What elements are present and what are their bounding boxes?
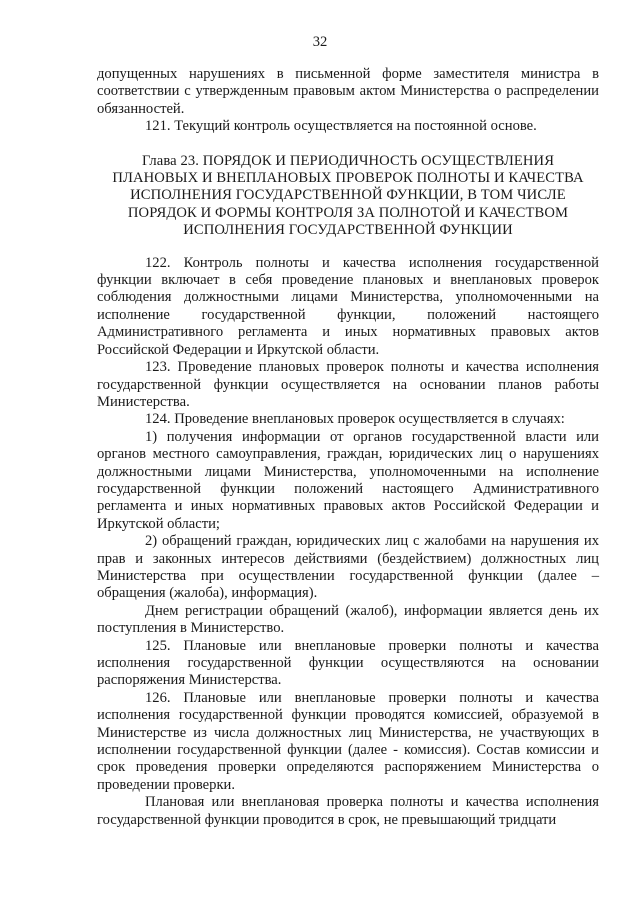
paragraph-124-item-2: 2) обращений граждан, юридических лиц с жалобами на нарушения их прав и законных интересов действиями (бездействием) должностных лиц Министерства при осуществлении государственной функции (далее – обращения (жалоба), информация). [97,533,599,602]
paragraph-126: 126. Плановые или внеплановые проверки полноты и качества исполнения государственной функции проводятся комиссией, образуемой в Министерстве из числа должностных лиц Министерства, не участвующих в исполнении государственной функции (далее - комиссия). Состав комиссии и срок проведения проверки определяются распоряжением Министерства о проведении проверки. [97,689,599,793]
chapter-heading-line: ПОРЯДОК И ФОРМЫ КОНТРОЛЯ ЗА ПОЛНОТОЙ И КАЧЕСТВОМ [127,204,569,221]
paragraph-121: 121. Текущий контроль осуществляется на постоянной основе. [145,118,537,135]
chapter-heading [97,153,599,240]
paragraph-122: 122. Контроль полноты и качества исполнения государственной функции включает в себя проведение плановых и внеплановых проверок соблюдения должностными лицами Министерства, уполномоченными на исполнение государственной функции, положений настоящего Административного регламента и иных нормативных правовых актов Российской Федерации и Иркутской области. [97,254,599,358]
chapter-heading-line: ПЛАНОВЫХ И ВНЕПЛАНОВЫХ ПРОВЕРОК ПОЛНОТЫ И КАЧЕСТВА [112,170,584,187]
page-content [97,66,599,829]
paragraph-124: 124. Проведение внеплановых проверок осуществляется в случаях: [145,411,565,428]
paragraph-registration-day: Днем регистрации обращений (жалоб), информации является день их поступления в Министерство. [97,602,599,637]
paragraph-124-item-1: 1) получения информации от органов государственной власти или органов местного самоуправления, граждан, юридических лиц о нарушениях должностными лицами Министерства, уполномоченными на исполнение государственной функции положений настоящего Административного регламента и иных нормативных правовых актов Российской Федерации и Иркутской области; [97,428,599,532]
page-number: 32 [312,34,328,50]
paragraph-123: 123. Проведение плановых проверок полноты и качества исполнения государственной функции осуществляется на основании планов работы Министерства. [97,359,599,410]
paragraph-inspection-term: Плановая или внеплановая проверка полноты и качества исполнения государственной функции проводится в срок, не превышающий тридцати [97,794,599,828]
paragraph-continuation: допущенных нарушениях в письменной форме заместителя министра в соответствии с утвержденным правовым актом Министерства о распределении обязанностей. [97,66,599,117]
paragraph-125: 125. Плановые или внеплановые проверки полноты и качества исполнения государственной функции осуществляются на основании распоряжения Министерства. [97,637,599,689]
chapter-heading-line: Глава 23. ПОРЯДОК И ПЕРИОДИЧНОСТЬ ОСУЩЕСТВЛЕНИЯ [141,152,555,169]
chapter-heading-line: ИСПОЛНЕНИЯ ГОСУДАРСТВЕННОЙ ФУНКЦИИ, В ТОМ ЧИСЛЕ [130,187,566,204]
chapter-heading-line: ИСПОЛНЕНИЯ ГОСУДАРСТВЕННОЙ ФУНКЦИИ [183,222,513,239]
